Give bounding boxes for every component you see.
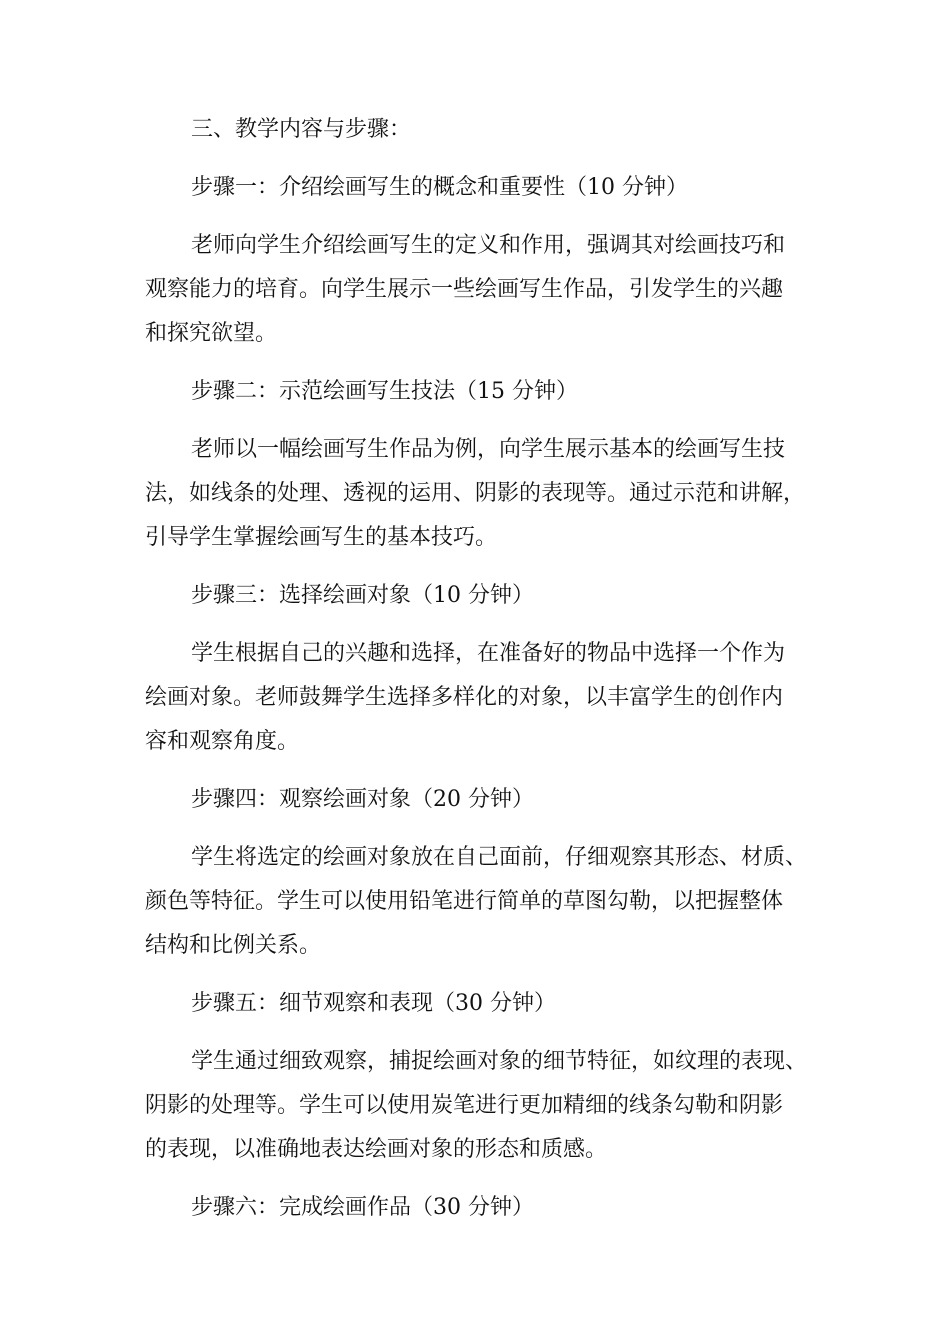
paragraph-line: 和探究欲望。 [145, 321, 278, 346]
paragraph-line: 结构和比例关系。 [145, 933, 322, 958]
paragraph-line: 绘画对象。老师鼓舞学生选择多样化的对象，以丰富学生的创作内 [145, 685, 784, 710]
paragraph-line: 学生通过细致观察，捕捉绘画对象的细节特征，如纹理的表现、 [191, 1049, 808, 1074]
paragraph-line: 法，如线条的处理、透视的运用、阴影的表现等。通过示范和讲解， [145, 481, 806, 506]
step-title: 步骤四：观察绘画对象（20 分钟） [191, 787, 534, 812]
paragraph-line: 阴影的处理等。学生可以使用炭笔进行更加精细的线条勾勒和阴影 [145, 1093, 784, 1118]
paragraph-line: 学生将选定的绘画对象放在自己面前，仔细观察其形态、材质、 [191, 845, 808, 870]
paragraph-line: 容和观察角度。 [145, 729, 300, 754]
step-title: 步骤六：完成绘画作品（30 分钟） [191, 1195, 534, 1220]
paragraph-line: 观察能力的培育。向学生展示一些绘画写生作品，引发学生的兴趣 [145, 277, 784, 302]
paragraph-line: 老师以一幅绘画写生作品为例，向学生展示基本的绘画写生技 [191, 437, 786, 462]
paragraph-line: 老师向学生介绍绘画写生的定义和作用，强调其对绘画技巧和 [191, 233, 786, 258]
step-title: 步骤三：选择绘画对象（10 分钟） [191, 583, 534, 608]
paragraph-line: 颜色等特征。学生可以使用铅笔进行简单的草图勾勒，以把握整体 [145, 889, 784, 914]
paragraph-line: 的表现，以准确地表达绘画对象的形态和质感。 [145, 1137, 608, 1162]
step-title: 步骤一：介绍绘画写生的概念和重要性（10 分钟） [191, 175, 688, 200]
step-title: 步骤五：细节观察和表现（30 分钟） [191, 991, 556, 1016]
document-content [145, 108, 808, 1230]
section-heading: 三、教学内容与步骤： [191, 117, 412, 142]
paragraph-line: 引导学生掌握绘画写生的基本技巧。 [145, 525, 498, 550]
paragraph-line: 学生根据自己的兴趣和选择，在准备好的物品中选择一个作为 [191, 641, 786, 666]
step-title: 步骤二：示范绘画写生技法（15 分钟） [191, 379, 578, 404]
